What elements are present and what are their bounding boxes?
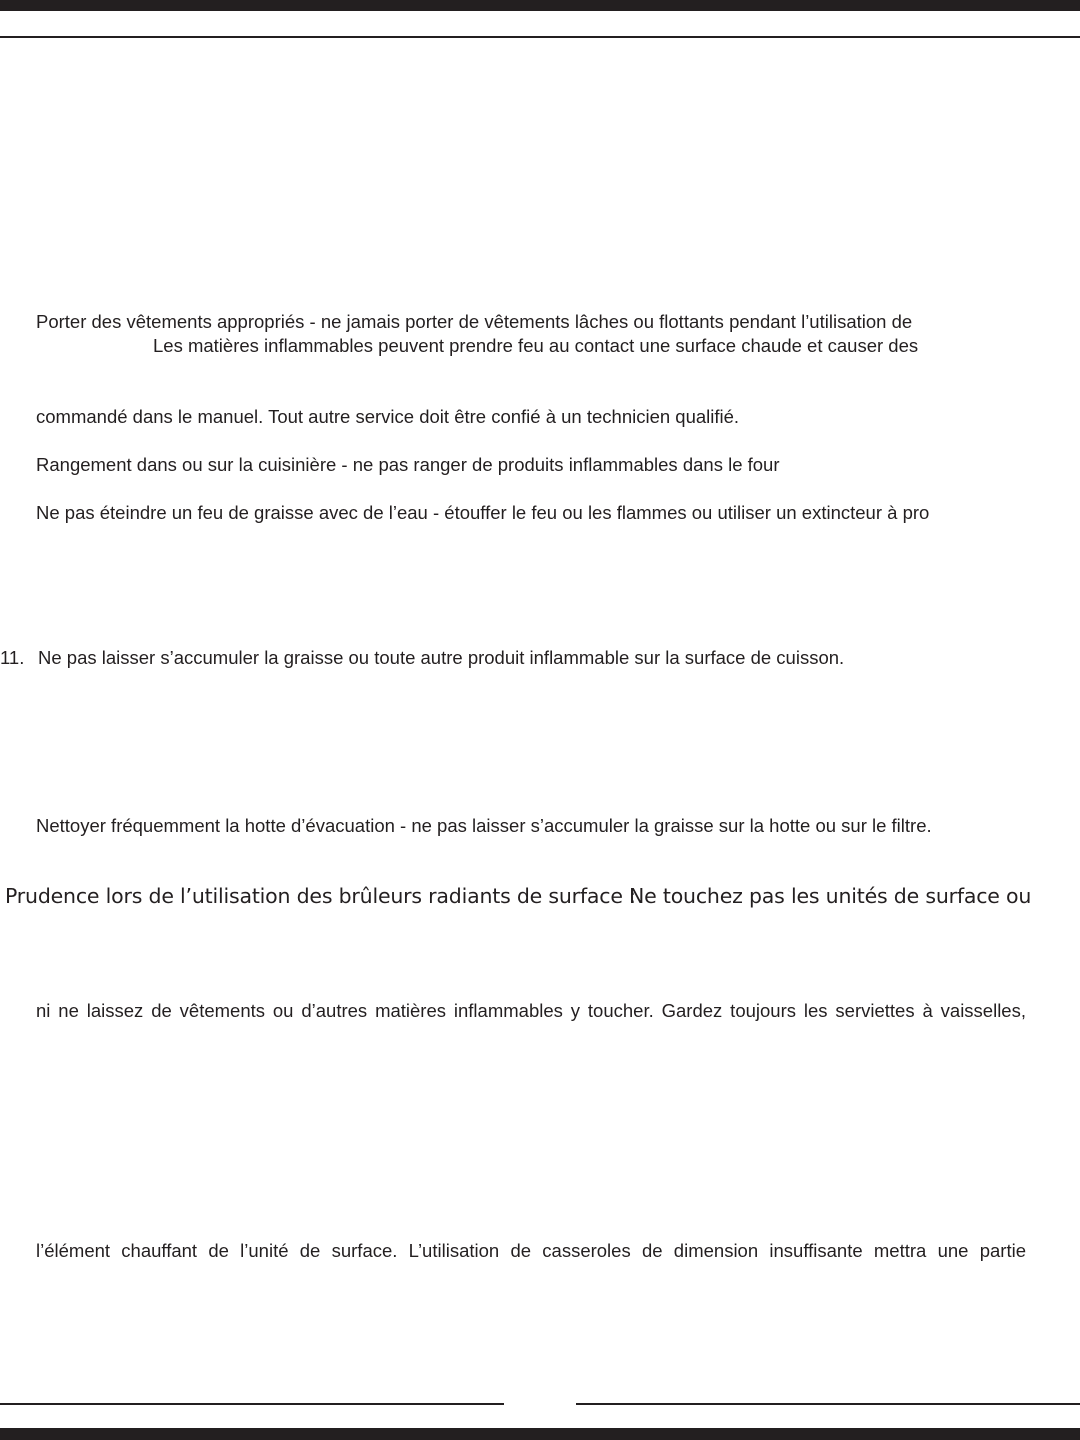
text-line-storage: Rangement dans ou sur la cuisinière - ne pas ranger de produits inflammables dans le four xyxy=(36,454,780,475)
section-heading-label: Prudence lors de l’utilisation des brûleurs radiants de surface : xyxy=(5,884,636,908)
section-heading-text: Ne touchez pas les unités de surface ou xyxy=(629,884,1032,908)
text-line-flammable: Les matières inflammables peuvent prendre feu au contact une surface chaude et causer des xyxy=(153,335,919,356)
bottom-border-bar xyxy=(0,1428,1080,1440)
list-number: 11. xyxy=(0,647,25,668)
list-item-11 xyxy=(0,647,845,669)
text-line-element: l’élément chauffant de l’unité de surface. L’utilisation de casseroles de dimension insuffisante mettra une partie xyxy=(36,1240,1026,1261)
list-item-text: Ne pas laisser s’accumuler la graisse ou toute autre produit inflammable sur la surface de cuisson. xyxy=(38,647,845,668)
text-line-hood: Nettoyer fréquemment la hotte d’évacuation - ne pas laisser s’accumuler la graisse sur la hotte ou sur le filtre. xyxy=(36,815,932,836)
text-line-service: commandé dans le manuel. Tout autre service doit être confié à un technicien qualifié. xyxy=(36,406,740,427)
text-line-clothing: Porter des vêtements appropriés - ne jamais porter de vêtements lâches ou flottants pendant l’utilisation de xyxy=(36,311,913,332)
top-border-bar xyxy=(0,0,1080,11)
bottom-divider-right xyxy=(576,1403,1080,1405)
text-line-grease-fire: Ne pas éteindre un feu de graisse avec de l’eau - étouffer le feu ou les flammes ou utiliser un extincteur à pro xyxy=(36,502,930,523)
text-line-towels: ni ne laissez de vêtements ou d’autres matières inflammables y toucher. Gardez toujours les serviettes à vaisselles, xyxy=(36,1000,1026,1021)
top-divider xyxy=(0,36,1080,38)
bottom-divider-left xyxy=(0,1403,504,1405)
